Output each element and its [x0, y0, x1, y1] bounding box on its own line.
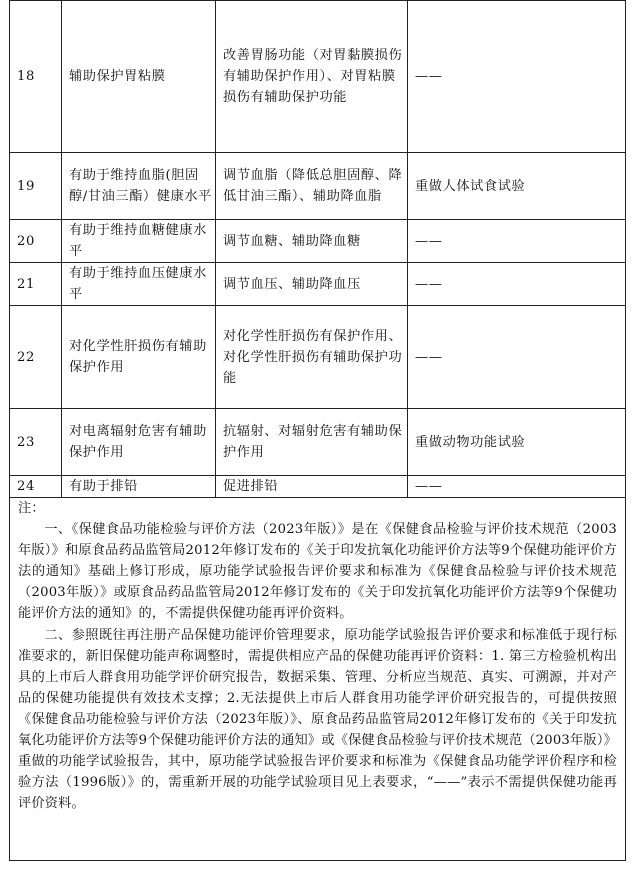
requirement-note: —— [408, 306, 626, 409]
notes-section [9, 489, 626, 861]
table-row [10, 153, 626, 220]
requirement-note: 重做人体试食试验 [408, 153, 626, 220]
original-claim: 调节血脂（降低总胆固醇、降低甘油三酯）、辅助降血脂 [216, 153, 408, 220]
function-name: 有助于维持血糖健康水平 [62, 220, 216, 263]
original-claim: 促进排铅 [216, 476, 408, 498]
original-claim: 抗辐射、对辐射危害有辅助保护作用 [216, 409, 408, 476]
notes-label: 注： [18, 501, 45, 516]
requirement-note: 重做动物功能试验 [408, 409, 626, 476]
function-name: 对化学性肝损伤有辅助保护作用 [62, 306, 216, 409]
function-name: 有助于排铅 [62, 476, 216, 498]
requirement-note: —— [408, 476, 626, 498]
requirement-note: —— [408, 220, 626, 263]
row-number: 20 [10, 220, 62, 263]
row-number: 21 [10, 263, 62, 306]
original-claim: 对化学性肝损伤有保护作用、对化学性肝损伤有辅助保护功能 [216, 306, 408, 409]
notes-paragraph-2: 二、参照既往再注册产品保健功能评价管理要求，原功能学试验报告评价要求和标准低于现行标准要求的，新旧保健功能声称调整时，需提供相应产品的保健功能再评价资料：1. 第三方检验机构出具的上市后人群食用功能学评价研究报告，数据采集、管理、分析应当规范、真实、可溯源，并对产品的保健功能提供有效技术支撑；2.无法提供上市后人群食用功能学评价研究报告的，可提供按照《保健食品功能检验与评价方法（2023年版）》、原食品药品监管局2012年修订发布的《关于印发抗氧化功能评价方法等9个保健功能评价方法的通知》或《保健食品检验与评价技术规范（2003年版）》重做的功能学试验报告，其中，原功能学试验报告评价要求和标准为《保健食品功能学评价程序和检验方法（1996版）》的，需重新开展的功能学试验项目见上表要求，“——”表示不需提供保健功能再评价资料。 [18, 627, 617, 812]
notes-paragraph-1: 一、《保健食品功能检验与评价方法（2023年版）》是在《保健食品检验与评价技术规范（2003年版）》和原食品药品监管局2012年修订发布的《关于印发抗氧化功能评价方法等9个保健功能评价方法的通知》基础上修订形成，原功能学试验报告评价要求和标准为《保健食品检验与评价技术规范（2003年版）》或原食品药品监管局2012年修订发布的《关于印发抗氧化功能评价方法等9个保健功能评价方法的通知》的，不需提供保健功能再评价资料。 [18, 522, 617, 622]
table-row [10, 220, 626, 263]
table-row [10, 263, 626, 306]
table-row [10, 306, 626, 409]
table-row [10, 409, 626, 476]
requirement-note: —— [408, 1, 626, 153]
row-number: 18 [10, 1, 62, 153]
table-row [10, 1, 626, 153]
function-name: 辅助保护胃粘膜 [62, 1, 216, 153]
original-claim: 调节血压、辅助降血压 [216, 263, 408, 306]
function-claims-table [9, 0, 626, 498]
row-number: 24 [10, 476, 62, 498]
document-page [9, 0, 626, 861]
function-name: 有助于维持血脂(胆固醇/甘油三酯）健康水平 [62, 153, 216, 220]
row-number: 19 [10, 153, 62, 220]
original-claim: 改善胃肠功能（对胃黏膜损伤有辅助保护作用）、对胃粘膜损伤有辅助保护功能 [216, 1, 408, 153]
original-claim: 调节血糖、辅助降血糖 [216, 220, 408, 263]
function-name: 对电离辐射危害有辅助保护作用 [62, 409, 216, 476]
row-number: 22 [10, 306, 62, 409]
requirement-note: —— [408, 263, 626, 306]
row-number: 23 [10, 409, 62, 476]
function-name: 有助于维持血压健康水平 [62, 263, 216, 306]
